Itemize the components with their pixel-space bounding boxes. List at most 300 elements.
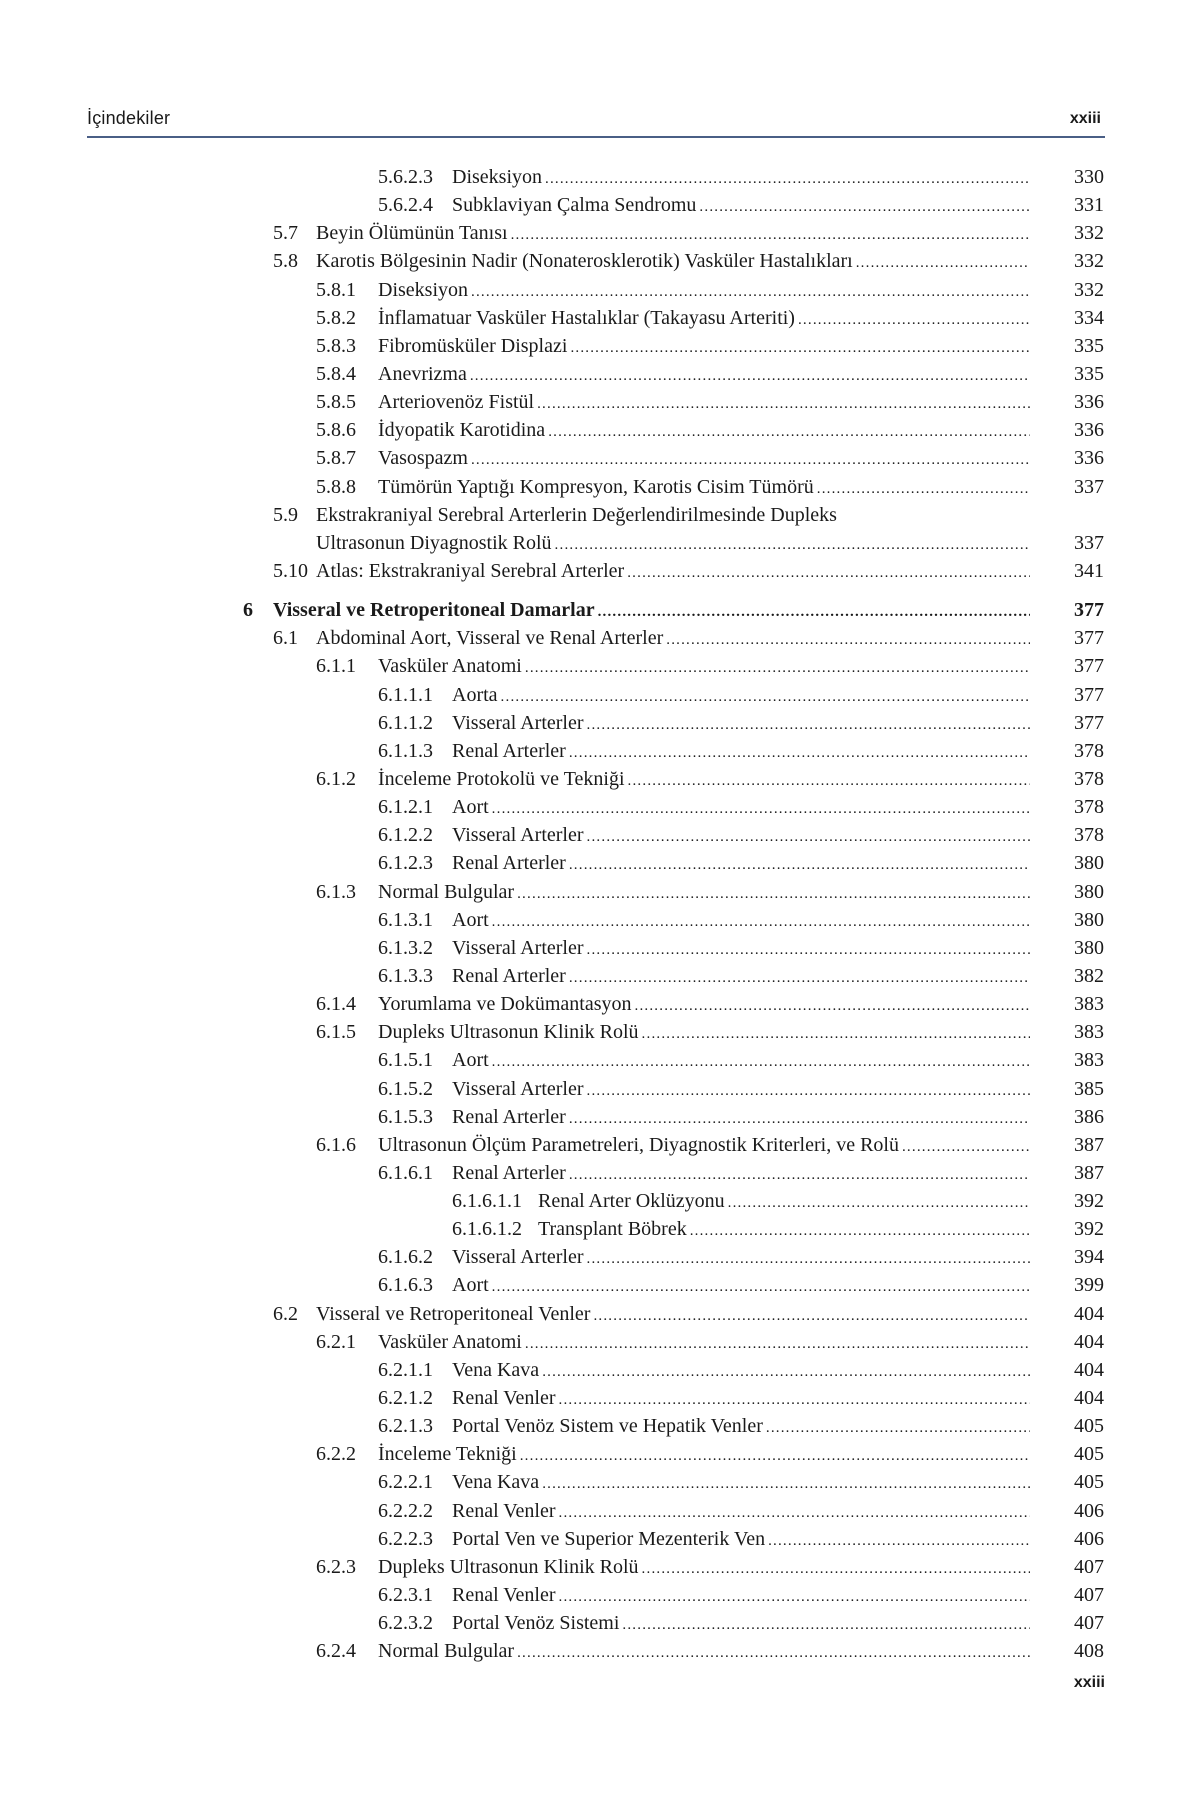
dot-leader [856,249,1030,275]
toc-entry-page-number: 380 [1074,908,1104,931]
toc-entry-number: 6.2.4 [316,1640,356,1663]
toc-entry-title: Fibromüsküler Displazi [378,334,568,357]
toc-entry-page-number: 404 [1074,1358,1104,1381]
dot-leader [627,559,1030,585]
toc-entry[interactable] [0,906,1200,934]
toc-entry-number: 5.8.4 [316,362,356,385]
toc-entry-page-number: 407 [1074,1555,1104,1578]
toc-entry-title: Ultrasonun Ölçüm Parametreleri, Diyagnostik Kriterleri, ve Rolü [378,1133,899,1156]
toc-entry-page-number: 334 [1074,306,1104,329]
toc-entry[interactable] [0,793,1200,821]
toc-entry[interactable] [0,1637,1200,1665]
toc-entry[interactable] [0,1103,1200,1131]
toc-entry-title-line [452,1356,1030,1384]
toc-entry[interactable] [0,624,1200,652]
toc-entry-number: 6.2.1.3 [378,1415,433,1438]
toc-entry-title: Renal Venler [452,1387,556,1410]
toc-entry-page-number: 378 [1074,767,1104,790]
toc-entry-number: 5.8.6 [316,419,356,442]
toc-entry-page-number: 387 [1074,1161,1104,1184]
toc-entry-title-line [452,163,1030,191]
toc-entry-page-number: 336 [1074,391,1104,414]
dot-leader [492,908,1030,934]
dot-leader [470,362,1030,388]
toc-entry[interactable] [0,934,1200,962]
toc-entry-number: 6.1.6.1 [378,1161,433,1184]
toc-entry[interactable] [0,416,1200,444]
toc-entry[interactable] [0,501,1200,529]
toc-entry[interactable] [0,1131,1200,1159]
toc-entry-title: Renal Venler [452,1499,556,1522]
toc-entry-title-line [452,1075,1030,1103]
toc-entry-page-number: 405 [1074,1415,1104,1438]
toc-entry-number: 5.6.2.3 [378,166,433,188]
toc-entry-number: 5.8.8 [316,475,356,498]
toc-entry-title: Vena Kava [452,1358,540,1381]
toc-entry[interactable] [0,1468,1200,1496]
dot-leader [525,654,1030,680]
toc-entry-title: Vasküler Anatomi [378,655,522,678]
dot-leader [902,1133,1030,1159]
toc-entry-title-line [316,529,1030,557]
toc-entry[interactable] [0,1159,1200,1187]
running-header [87,104,1105,138]
toc-entry[interactable] [0,737,1200,765]
dot-leader [766,1414,1030,1440]
toc-entry-title: Aort [452,1274,489,1297]
toc-entry-number: 6.1.6.2 [378,1246,433,1269]
toc-entry-title: Visseral ve Retroperitoneal Venler [316,1302,591,1325]
toc-entry-number: 6.2.2.1 [378,1471,433,1494]
toc-entry-page-number: 331 [1074,194,1104,217]
toc-entry-number: 6.1.1.3 [378,739,433,762]
toc-entry-title-line [452,1243,1030,1271]
toc-entry[interactable] [0,332,1200,360]
toc-entry[interactable] [0,1412,1200,1440]
dot-leader [492,1048,1030,1074]
toc-entry-title-line [316,624,1030,652]
toc-entry-title-line [452,906,1030,934]
toc-entry[interactable] [0,163,1200,191]
toc-entry-title-line [378,1440,1030,1468]
dot-leader [642,1020,1030,1046]
toc-entry-title: Tümörün Yaptığı Kompresyon, Karotis Cisim Tümörü [378,475,814,498]
toc-entry-number: 6.1.2.1 [378,796,433,819]
toc-entry-title: Beyin Ölümünün Tanısı [316,222,508,245]
toc-entry-number: 5.8 [273,250,298,273]
toc-entry-title-line [316,1300,1030,1328]
toc-entry[interactable] [0,709,1200,737]
toc-entry-title: Visseral Arterler [452,711,584,734]
toc-entry-title-line [378,416,1030,444]
toc-entry-title: Aorta [452,683,498,706]
dot-leader [570,334,1030,360]
toc-entry-number: 6 [243,599,253,622]
toc-entry-number: 6.2.1 [316,1330,356,1353]
toc-entry-title-line [452,1103,1030,1131]
toc-entry-number: 5.8.1 [316,278,356,301]
toc-entry-title-line [316,219,1030,247]
toc-entry-page-number: 383 [1074,993,1104,1016]
dot-leader [511,221,1030,247]
toc-entry-title: Renal Arterler [452,852,566,875]
toc-entry-page-number: 406 [1074,1527,1104,1550]
toc-entry-title-line [316,501,1030,529]
dot-leader [728,1189,1030,1215]
toc-entry-page-number: 378 [1074,739,1104,762]
toc-entry-title-line [538,1215,1030,1243]
toc-entry[interactable] [0,304,1200,332]
toc-entry-number: 6.2.3.1 [378,1584,433,1607]
toc-entry-title: Portal Ven ve Superior Mezenterik Ven [452,1527,766,1550]
toc-entry-title: Normal Bulgular [378,880,515,903]
toc-entry-page-number: 377 [1074,655,1104,678]
dot-leader [471,278,1030,304]
toc-entry-title: Visseral Arterler [452,1246,584,1269]
toc-entry-number: 6.1.2.3 [378,852,433,875]
toc-entry-number: 6.1.3.1 [378,908,433,931]
toc-entry-number: 5.8.2 [316,306,356,329]
toc-entry-page-number: 385 [1074,1077,1104,1100]
toc-entry-number: 6.1.5.3 [378,1105,433,1128]
toc-entry-title-line [273,596,1030,624]
dot-leader [690,1217,1030,1243]
toc-entry[interactable] [0,849,1200,877]
toc-entry[interactable] [0,1271,1200,1299]
toc-entry-number: 6.1.6.1.2 [452,1218,522,1241]
toc-entry-title: Subklaviyan Çalma Sendromu [452,194,697,217]
toc-entry[interactable] [0,1384,1200,1412]
toc-entry[interactable] [0,557,1200,585]
dot-leader [817,475,1030,501]
toc-entry-number: 5.9 [273,503,298,526]
toc-entry-page-number: 335 [1074,334,1104,357]
dot-leader [587,936,1030,962]
toc-entry-title-line [452,681,1030,709]
footer-page-number: xxiii [1073,1674,1105,1691]
header-title: İçindekiler [87,108,171,128]
toc-entry[interactable] [0,444,1200,472]
toc-entry-page-number: 382 [1074,964,1104,987]
dot-leader [537,390,1030,416]
toc-entry-title: Renal Arter Oklüzyonu [538,1190,725,1213]
toc-entry[interactable] [0,247,1200,275]
toc-entry-title-line [378,473,1030,501]
toc-entry-number: 6.2.3 [316,1555,356,1578]
toc-entry-title: Ekstrakraniyal Serebral Arterlerin Değerlendirilmesinde Dupleks [316,503,837,526]
toc-entry-title-line [452,1159,1030,1187]
toc-entry-title-line [378,878,1030,906]
dot-leader [569,1161,1030,1187]
dot-leader [593,1302,1030,1328]
dot-leader [545,165,1030,191]
toc-entry-title-line [378,332,1030,360]
toc-entry-page-number: 335 [1074,362,1104,385]
dot-leader [628,767,1030,793]
toc-entry[interactable] [0,1581,1200,1609]
toc-entry-title: Visseral ve Retroperitoneal Damarlar [273,599,595,622]
toc-entry[interactable] [0,1497,1200,1525]
toc-entry-title: Renal Arterler [452,1105,566,1128]
dot-leader [587,823,1030,849]
toc-entry-number: 6.2.3.2 [378,1612,433,1635]
toc-entry-page-number: 394 [1074,1246,1104,1269]
toc-entry-title: Diseksiyon [378,278,468,301]
toc-entry-title-line [378,1131,1030,1159]
toc-entry[interactable] [0,681,1200,709]
toc-entry-number: 6.1.3 [316,880,356,903]
toc-entry-page-number: 380 [1074,936,1104,959]
toc-entry-title-line [452,737,1030,765]
toc-entry-page-number: 377 [1074,627,1104,650]
toc-entry-title: Visseral Arterler [452,1077,584,1100]
toc-entry-page-number: 380 [1074,880,1104,903]
dot-leader [520,1442,1030,1468]
dot-leader [542,1470,1030,1496]
toc-entry-number: 6.2.2.3 [378,1527,433,1550]
toc-entry-title-line [452,1271,1030,1299]
toc-entry-number: 6.1.3.3 [378,964,433,987]
toc-entry[interactable] [0,473,1200,501]
toc-entry[interactable] [0,1300,1200,1328]
toc-entry[interactable] [0,962,1200,990]
header-page-number: xxiii [1069,110,1101,127]
toc-entry[interactable] [0,1215,1200,1243]
toc-entry-number: 5.8.3 [316,334,356,357]
toc-entry-title-line [452,191,1030,219]
toc-entry-title: Vena Kava [452,1471,540,1494]
toc-entry-title-line [452,849,1030,877]
toc-entry[interactable] [0,191,1200,219]
toc-entry[interactable] [0,1243,1200,1271]
toc-entry[interactable] [0,1328,1200,1356]
toc-entry-title-line [452,793,1030,821]
toc-entry-number: 6.1.6 [316,1133,356,1156]
toc-entry[interactable] [0,1075,1200,1103]
dot-leader [559,1386,1031,1412]
dot-leader [569,964,1030,990]
toc-entry-number: 6.1.5.1 [378,1049,433,1072]
toc-entry[interactable] [0,1609,1200,1637]
toc-entry-number: 5.7 [273,222,298,245]
toc-entry-page-number: 386 [1074,1105,1104,1128]
toc-entry-number: 6.1.5 [316,1021,356,1044]
dot-leader [525,1330,1030,1356]
toc-entry-number: 6.1.6.1.1 [452,1190,522,1213]
toc-entry[interactable] [0,1018,1200,1046]
toc-entry-page-number: 330 [1074,166,1104,188]
toc-entry-title-line [452,821,1030,849]
toc-entry-title: İdyopatik Karotidina [378,419,546,442]
toc-entry-number: 6.1.2.2 [378,824,433,847]
toc-entry-title: Renal Arterler [452,1161,566,1184]
toc-entry-page-number: 377 [1074,599,1104,622]
dot-leader [548,418,1030,444]
toc-entry-page-number: 383 [1074,1049,1104,1072]
dot-leader [492,1273,1030,1299]
dot-leader [798,306,1030,332]
toc-entry[interactable] [0,821,1200,849]
toc-entry[interactable] [0,652,1200,680]
toc-entry-page-number: 341 [1074,559,1104,582]
toc-entry-title-line [452,1384,1030,1412]
toc-entry-page-number: 336 [1074,419,1104,442]
toc-entry-number: 6.2.1.2 [378,1387,433,1410]
dot-leader [569,851,1030,877]
toc-entry-title: Karotis Bölgesinin Nadir (Nonaterosklerotik) Vasküler Hastalıkları [316,250,853,273]
toc-entry-page-number: 337 [1074,531,1104,554]
toc-entry-page-number: 380 [1074,852,1104,875]
toc-entry-title-line [452,709,1030,737]
toc-entry-number: 6.1.6.3 [378,1274,433,1297]
toc-entry-number: 6.1.4 [316,993,356,1016]
toc-entry-page-number: 387 [1074,1133,1104,1156]
toc-entry[interactable] [0,1356,1200,1384]
toc-entry-title: Normal Bulgular [378,1640,515,1663]
toc-entry-number: 5.8.7 [316,447,356,470]
dot-leader [559,1583,1031,1609]
toc-entry-title: Visseral Arterler [452,936,584,959]
toc-entry-title: Renal Arterler [452,739,566,762]
dot-leader [555,531,1030,557]
toc-entry-title: Abdominal Aort, Visseral ve Renal Arterler [316,627,664,650]
toc-entry-number: 6.1.1 [316,655,356,678]
dot-leader [587,1077,1030,1103]
toc-entry-title: Anevrizma [378,362,467,385]
toc-entry-number: 6.1.1.2 [378,711,433,734]
toc-entry[interactable] [0,878,1200,906]
toc-entry[interactable] [0,765,1200,793]
toc-entry-page-number: 392 [1074,1190,1104,1213]
table-of-contents [0,163,1200,1665]
toc-entry-title: Renal Arterler [452,964,566,987]
toc-entry-title-line [452,1525,1030,1553]
toc-entry-title: Aort [452,796,489,819]
toc-entry-title-line [452,1412,1030,1440]
dot-leader [569,739,1030,765]
toc-entry-title-line [378,765,1030,793]
toc-entry[interactable] [0,1553,1200,1581]
dot-leader [471,446,1030,472]
toc-entry-title: Diseksiyon [452,166,542,188]
toc-entry-title: Dupleks Ultrasonun Klinik Rolü [378,1021,639,1044]
toc-entry[interactable] [0,1525,1200,1553]
toc-entry-title: Vasküler Anatomi [378,1330,522,1353]
toc-entry-title: Vasospazm [378,447,468,470]
toc-entry-page-number: 336 [1074,447,1104,470]
toc-entry-page-number: 337 [1074,475,1104,498]
dot-leader [569,1105,1030,1131]
toc-entry-title-line [452,1046,1030,1074]
toc-entry-number: 6.2.2.2 [378,1499,433,1522]
toc-entry-title-line [452,1468,1030,1496]
toc-entry-number: 6.1.3.2 [378,936,433,959]
toc-entry-number: 6.2.2 [316,1443,356,1466]
toc-entry-page-number: 405 [1074,1471,1104,1494]
toc-entry-page-number: 404 [1074,1302,1104,1325]
toc-entry-page-number: 332 [1074,278,1104,301]
toc-entry-number: 6.2.1.1 [378,1358,433,1381]
toc-entry-number: 5.8.5 [316,391,356,414]
toc-entry-number: 6.2 [273,1302,298,1325]
toc-entry[interactable] [0,276,1200,304]
toc-entry-title-line [378,1328,1030,1356]
dot-leader [598,598,1030,624]
dot-leader [517,1639,1030,1665]
toc-entry[interactable] [0,219,1200,247]
dot-leader [642,1555,1030,1581]
toc-entry-title: Aort [452,1049,489,1072]
toc-entry-title: Visseral Arterler [452,824,584,847]
dot-leader [622,1611,1030,1637]
dot-leader [492,795,1030,821]
toc-entry-page-number: 378 [1074,796,1104,819]
dot-leader [635,992,1031,1018]
toc-entry-title: İnceleme Tekniği [378,1443,517,1466]
toc-entry-number: 6.1.5.2 [378,1077,433,1100]
toc-entry-title: İnflamatuar Vasküler Hastalıklar (Takayasu Arteriti) [378,306,795,329]
toc-entry[interactable] [0,529,1200,557]
toc-entry[interactable] [0,1046,1200,1074]
toc-entry-title: Renal Venler [452,1584,556,1607]
toc-entry-title-line [452,1581,1030,1609]
toc-entry-title-line [378,1637,1030,1665]
toc-entry-title-line [452,962,1030,990]
toc-entry-title: Arteriovenöz Fistül [378,391,535,414]
toc-entry-page-number: 383 [1074,1021,1104,1044]
dot-leader [517,880,1030,906]
toc-entry-title-line [316,247,1030,275]
toc-entry-page-number: 378 [1074,824,1104,847]
toc-chapter-row[interactable] [0,596,1200,624]
toc-entry-title-line [378,652,1030,680]
toc-entry-page-number: 408 [1074,1640,1104,1663]
dot-leader [501,683,1030,709]
toc-entry-title-line [378,1553,1030,1581]
toc-entry-title-line [538,1187,1030,1215]
toc-entry-page-number: 407 [1074,1584,1104,1607]
toc-entry-title: Aort [452,908,489,931]
toc-entry-page-number: 332 [1074,250,1104,273]
toc-entry[interactable] [0,1440,1200,1468]
toc-entry-title-line [378,1018,1030,1046]
toc-entry-page-number: 377 [1074,711,1104,734]
dot-leader [768,1527,1030,1553]
toc-entry[interactable] [0,990,1200,1018]
toc-entry-title-line [378,990,1030,1018]
toc-entry[interactable] [0,388,1200,416]
toc-entry-title-line [378,444,1030,472]
dot-leader [587,711,1030,737]
toc-entry-number: 5.10 [273,559,308,582]
toc-entry-page-number: 407 [1074,1612,1104,1635]
toc-entry-title: Portal Venöz Sistem ve Hepatik Venler [452,1415,763,1438]
toc-entry-number: 6.1.2 [316,767,356,790]
toc-entry-page-number: 332 [1074,222,1104,245]
toc-entry-page-number: 377 [1074,683,1104,706]
dot-leader [587,1245,1030,1271]
toc-entry-title-line [378,360,1030,388]
toc-entry-number: 6.1.1.1 [378,683,433,706]
toc-entry-title-line [452,934,1030,962]
toc-entry-number: 5.6.2.4 [378,194,433,217]
toc-entry[interactable] [0,1187,1200,1215]
dot-leader [559,1499,1031,1525]
toc-entry[interactable] [0,360,1200,388]
dot-leader [542,1358,1030,1384]
toc-entry-title-line [378,276,1030,304]
toc-entry-title: Yorumlama ve Dokümantasyon [378,993,632,1016]
